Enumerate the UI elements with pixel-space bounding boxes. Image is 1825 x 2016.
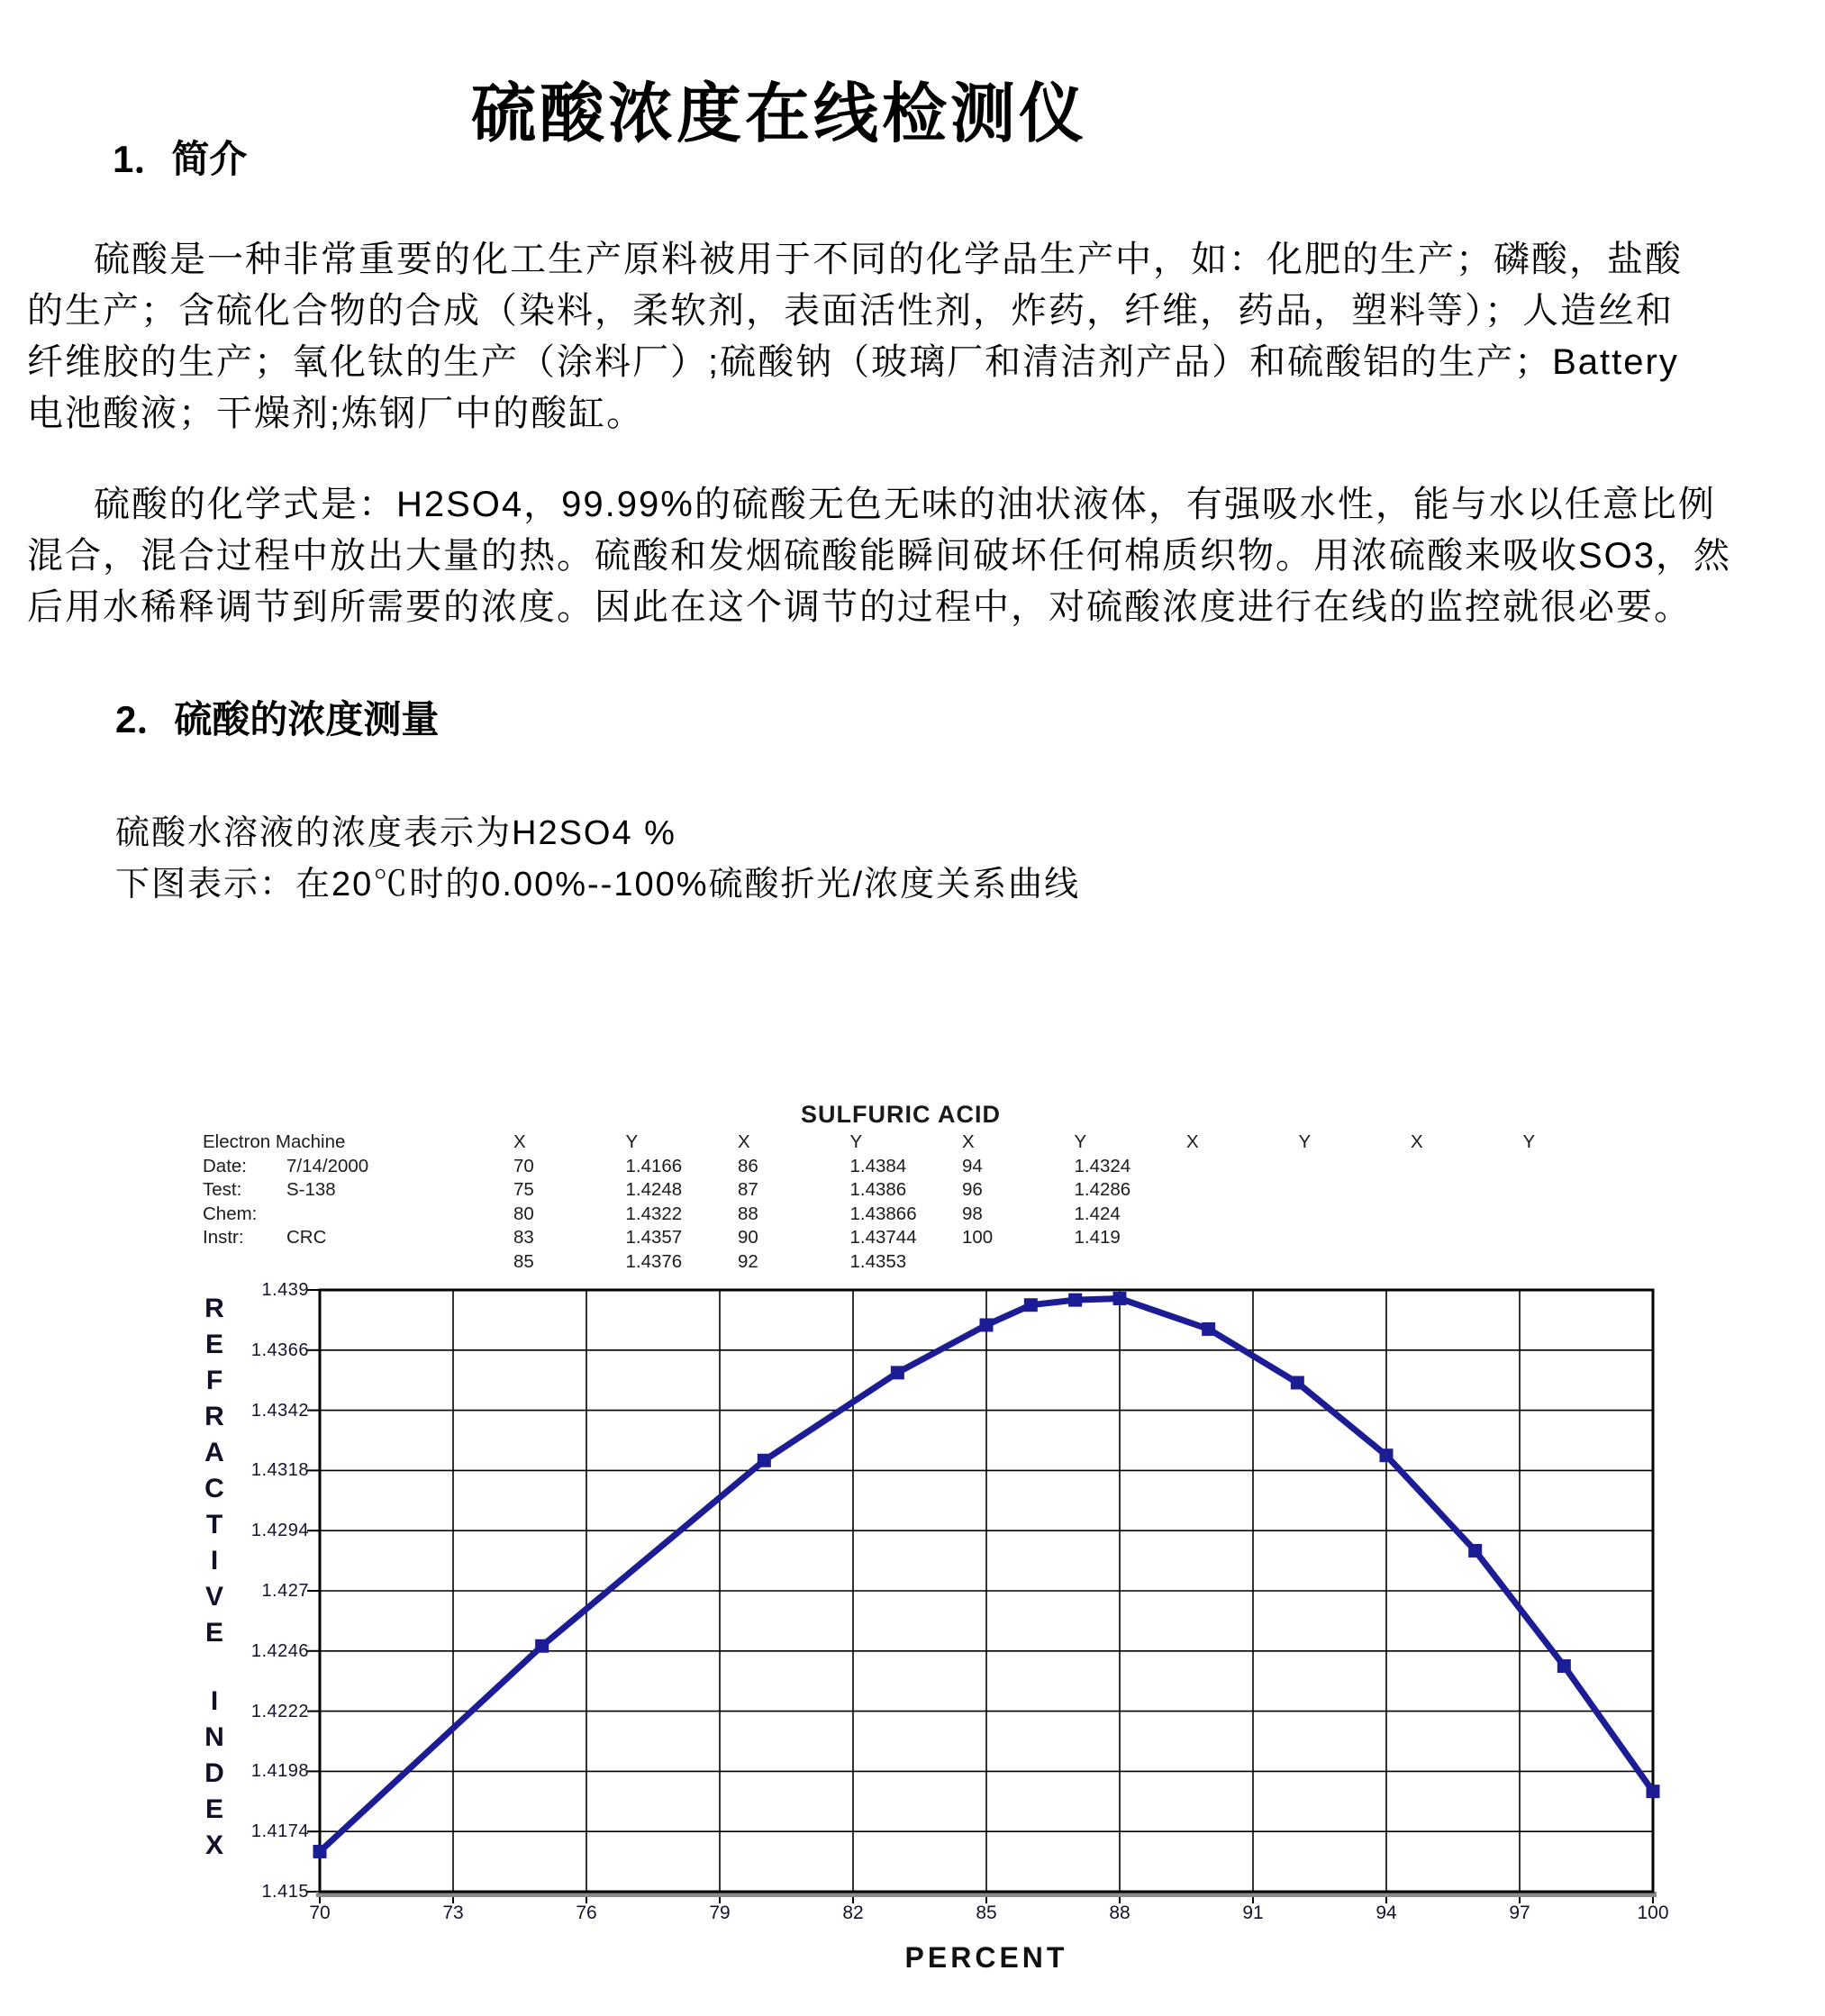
chart-info-value: 7/14/2000 [286, 1155, 369, 1176]
x-tick-label: 85 [976, 1902, 997, 1923]
y-tick-label: 1.415 [261, 1882, 309, 1902]
section2-heading: 2．硫酸的浓度测量 [115, 698, 440, 740]
chart-info-value: CRC [286, 1227, 327, 1248]
table-cell: 1.4286 [1074, 1179, 1131, 1200]
chart-info-label: Test: [203, 1179, 242, 1200]
y-tick-label: 1.439 [261, 1280, 309, 1300]
y-tick-label: 1.4294 [250, 1521, 309, 1541]
y-tick-label: 1.4222 [250, 1701, 309, 1721]
y-tick-label: 1.4246 [250, 1640, 309, 1661]
table-cell: 1.4353 [849, 1250, 907, 1272]
data-point-marker [535, 1639, 549, 1653]
table-cell: 70 [513, 1155, 534, 1176]
data-point-marker [1647, 1784, 1660, 1798]
chart-title: SULFURIC ACID [801, 1101, 1001, 1128]
table-cell: 1.4384 [849, 1155, 907, 1176]
y-axis-title-letter: T [205, 1510, 223, 1539]
concentration-expression-line: 硫酸水溶液的浓度表示为H2SO4 % [115, 814, 676, 852]
table-cell: 85 [513, 1250, 534, 1272]
data-point-marker [1557, 1659, 1571, 1673]
y-axis-title-letter: A [204, 1438, 224, 1467]
chart-info-label: Date: [203, 1155, 247, 1176]
y-axis-title-letter: F [205, 1366, 223, 1395]
data-point-marker [313, 1845, 327, 1858]
x-tick-label: 88 [1109, 1902, 1130, 1923]
y-axis-title-letter: I [210, 1546, 219, 1576]
table-cell: 100 [962, 1227, 994, 1248]
data-point-marker [980, 1318, 994, 1331]
para2-line-1: 硫酸的化学式是：H2SO4，99.99%的硫酸无色无味的油状液体，有强吸水性，能与水以任意比例 [94, 485, 1716, 524]
x-tick-label: 73 [442, 1902, 464, 1923]
para2-line-3: 后用水稀释调节到所需要的浓度。因此在这个调节的过程中，对硫酸浓度进行在线的监控就很必要。 [27, 587, 1692, 627]
table-cell: 1.4357 [625, 1227, 683, 1248]
table-cell: 98 [962, 1203, 983, 1224]
table-cell: 94 [962, 1155, 983, 1176]
table-cell: 83 [513, 1227, 534, 1248]
table-cell: 1.4386 [849, 1179, 907, 1200]
table-cell: 1.43744 [849, 1227, 917, 1248]
table-cell: 1.419 [1074, 1227, 1121, 1248]
y-axis-title-letter: C [204, 1474, 224, 1503]
table-cell: 1.4322 [625, 1203, 683, 1224]
chart-info-value: S-138 [286, 1179, 336, 1200]
table-cell: 1.424 [1074, 1203, 1121, 1224]
table-cell: 1.43866 [849, 1203, 917, 1224]
data-point-marker [1202, 1322, 1215, 1336]
chart-info-label: Chem: [203, 1203, 258, 1224]
section1-heading: 1．简介 [113, 138, 248, 180]
y-tick-label: 1.4174 [250, 1821, 309, 1842]
table-cell: 92 [738, 1250, 758, 1272]
para1-line-4: 电池酸液；干燥剂;炼钢厂中的酸缸。 [27, 394, 645, 433]
y-tick-label: 1.4318 [250, 1460, 309, 1481]
y-axis-title-letter: E [204, 1618, 223, 1648]
x-tick-label: 70 [309, 1902, 331, 1923]
page-title: 硫酸浓度在线检测仪 [470, 78, 1087, 151]
y-tick-label: 1.4342 [250, 1400, 309, 1421]
table-cell: 1.4248 [625, 1179, 683, 1200]
table-column-header: X [738, 1131, 750, 1152]
table-cell: 86 [738, 1155, 758, 1176]
y-tick-label: 1.4198 [250, 1761, 309, 1782]
data-point-marker [1468, 1544, 1482, 1557]
data-point-marker [1024, 1298, 1038, 1312]
y-axis-title-letter: X [204, 1830, 223, 1860]
data-point-marker [1291, 1376, 1304, 1389]
table-cell: 80 [513, 1203, 534, 1224]
table-column-header: X [1186, 1131, 1199, 1152]
y-axis-title-letter: E [204, 1794, 223, 1824]
table-cell: 1.4324 [1074, 1155, 1131, 1176]
x-tick-label: 97 [1509, 1902, 1530, 1923]
table-column-header: X [1411, 1131, 1423, 1152]
y-axis-title-letter: I [210, 1686, 219, 1716]
para1-line-3: 纤维胶的生产；氧化钛的生产（涂料厂）;硫酸钠（玻璃厂和清洁剂产品）和硫酸铝的生产；Battery [27, 342, 1679, 382]
para2-line-2: 混合，混合过程中放出大量的热。硫酸和发烟硫酸能瞬间破坏任何棉质织物。用浓硫酸来吸收SO3，然 [27, 536, 1732, 576]
table-column-header: Y [625, 1131, 639, 1152]
chart-info-label: Electron Machine [203, 1131, 346, 1152]
x-tick-label: 91 [1242, 1902, 1264, 1923]
table-column-header: Y [1074, 1131, 1087, 1152]
curve-description-line: 下图表示：在20℃时的0.00%--100%硫酸折光/浓度关系曲线 [115, 866, 1081, 904]
x-tick-label: 82 [842, 1902, 864, 1923]
y-axis-title-letter: R [204, 1294, 224, 1323]
x-tick-label: 94 [1376, 1902, 1397, 1923]
x-tick-label: 76 [576, 1902, 597, 1923]
table-cell: 96 [962, 1179, 983, 1200]
y-axis-title-letter: N [204, 1722, 224, 1752]
x-tick-label: 100 [1637, 1902, 1669, 1923]
table-column-header: Y [849, 1131, 863, 1152]
table-cell: 88 [738, 1203, 758, 1224]
table-column-header: X [962, 1131, 975, 1152]
data-point-marker [758, 1454, 771, 1467]
y-axis-title-letter: D [204, 1758, 224, 1788]
y-axis-title-letter: E [204, 1330, 223, 1359]
data-point-marker [1068, 1294, 1082, 1307]
chart-info-label: Instr: [203, 1227, 244, 1248]
table-column-header: X [513, 1131, 526, 1152]
y-axis-title-letter: R [204, 1402, 224, 1431]
table-cell: 1.4166 [625, 1155, 683, 1176]
table-cell: 90 [738, 1227, 758, 1248]
y-tick-label: 1.427 [261, 1581, 309, 1601]
data-point-marker [1380, 1448, 1394, 1462]
data-point-marker [891, 1366, 904, 1379]
x-axis-title: PERCENT [904, 1941, 1068, 1974]
y-axis-title-letter: V [204, 1582, 223, 1612]
table-cell: 87 [738, 1179, 758, 1200]
para1-line-1: 硫酸是一种非常重要的化工生产原料被用于不同的化学品生产中，如：化肥的生产；磷酸，盐酸 [94, 240, 1683, 279]
para1-line-2: 的生产；含硫化合物的合成（染料，柔软剂，表面活性剂，炸药，纤维，药品，塑料等）；人造丝和 [27, 291, 1674, 331]
table-column-header: Y [1522, 1131, 1536, 1152]
y-tick-label: 1.4366 [250, 1339, 309, 1360]
data-point-marker [1113, 1292, 1127, 1305]
table-cell: 1.4376 [625, 1250, 683, 1272]
table-column-header: Y [1298, 1131, 1312, 1152]
x-tick-label: 79 [709, 1902, 731, 1923]
table-cell: 75 [513, 1179, 534, 1200]
